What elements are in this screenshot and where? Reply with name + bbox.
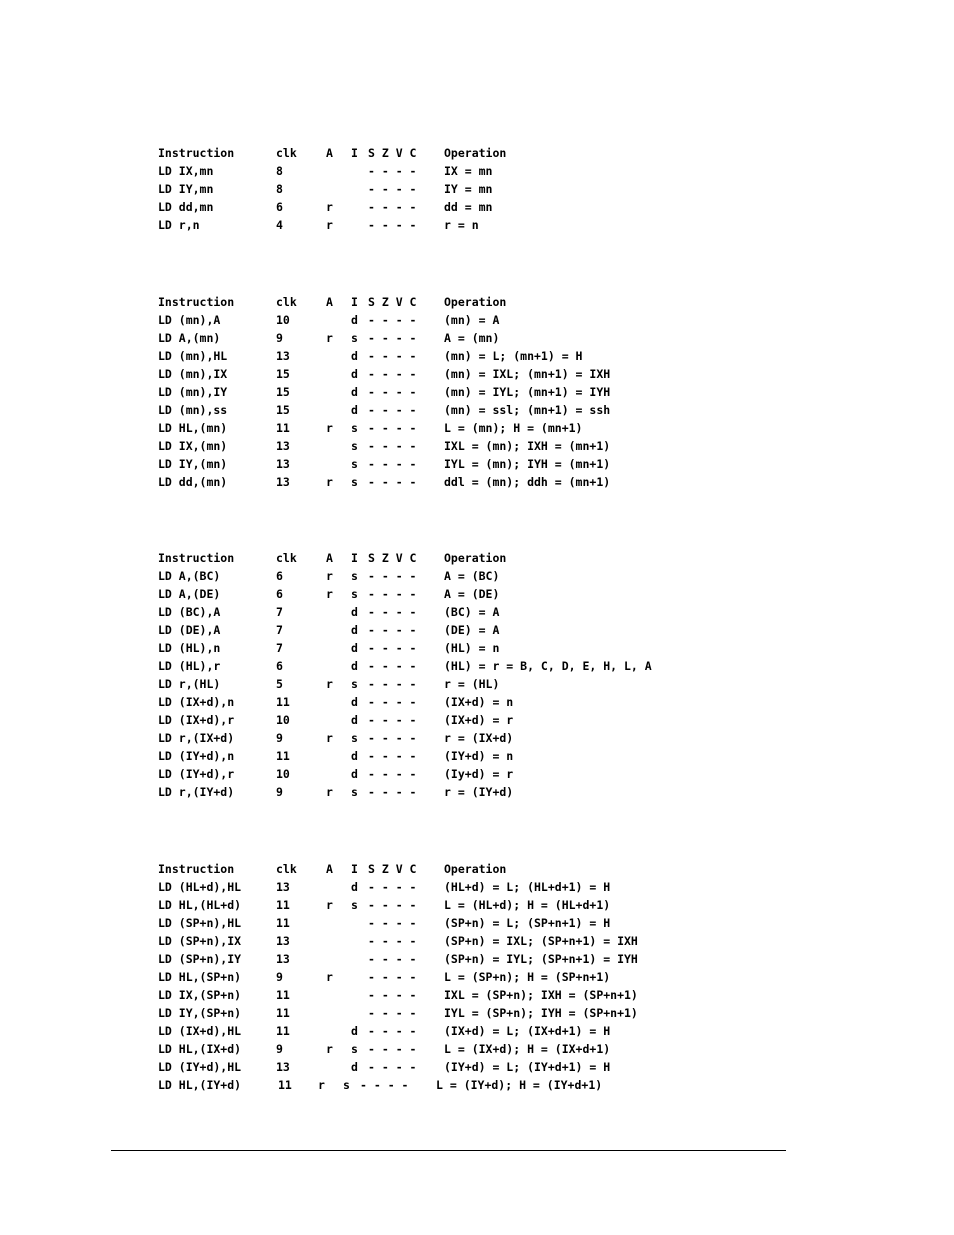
header-clk: clk bbox=[276, 146, 297, 160]
cell-instruction: LD (HL),r bbox=[158, 659, 221, 673]
cell-clk: 15 bbox=[276, 403, 290, 417]
cell-instruction: LD (mn),A bbox=[158, 313, 221, 327]
cell-operation: IY = mn bbox=[444, 182, 493, 196]
cell-instruction: LD IX,mn bbox=[158, 164, 214, 178]
header-i-flag: I bbox=[351, 551, 358, 565]
cell-instruction: LD dd,mn bbox=[158, 200, 214, 214]
cell-i-flag: d bbox=[351, 367, 358, 381]
cell-operation: (HL+d) = L; (HL+d+1) = H bbox=[444, 880, 611, 894]
cell-szvc-flags: - - - - bbox=[368, 731, 417, 745]
header-a-flag: A bbox=[326, 551, 333, 565]
cell-operation: (mn) = A bbox=[444, 313, 500, 327]
cell-szvc-flags: - - - - bbox=[368, 587, 417, 601]
cell-instruction: LD (IX+d),HL bbox=[158, 1024, 242, 1038]
cell-instruction: LD (DE),A bbox=[158, 623, 221, 637]
cell-i-flag: s bbox=[343, 1078, 350, 1092]
cell-operation: A = (DE) bbox=[444, 587, 500, 601]
cell-i-flag: d bbox=[351, 605, 358, 619]
cell-i-flag: d bbox=[351, 313, 358, 327]
cell-operation: IYL = (SP+n); IYH = (SP+n+1) bbox=[444, 1006, 638, 1020]
cell-instruction: LD (mn),IY bbox=[158, 385, 228, 399]
cell-clk: 11 bbox=[276, 916, 290, 930]
cell-a-flag: r bbox=[326, 731, 333, 745]
header-i-flag: I bbox=[351, 146, 358, 160]
cell-clk: 13 bbox=[276, 475, 290, 489]
header-i-flag: I bbox=[351, 862, 358, 876]
header-a-flag: A bbox=[326, 146, 333, 160]
cell-operation: r = (IX+d) bbox=[444, 731, 514, 745]
cell-clk: 13 bbox=[276, 349, 290, 363]
cell-clk: 6 bbox=[276, 200, 283, 214]
header-a-flag: A bbox=[326, 295, 333, 309]
cell-szvc-flags: - - - - bbox=[368, 367, 417, 381]
cell-szvc-flags: - - - - bbox=[368, 988, 417, 1002]
cell-i-flag: s bbox=[351, 731, 358, 745]
header-operation: Operation bbox=[444, 551, 507, 565]
cell-instruction: LD r,(HL) bbox=[158, 677, 221, 691]
cell-a-flag: r bbox=[318, 1078, 325, 1092]
cell-instruction: LD IX,(mn) bbox=[158, 439, 228, 453]
cell-szvc-flags: - - - - bbox=[368, 713, 417, 727]
cell-operation: IX = mn bbox=[444, 164, 493, 178]
header-i-flag: I bbox=[351, 295, 358, 309]
cell-instruction: LD (SP+n),IX bbox=[158, 934, 242, 948]
cell-a-flag: r bbox=[326, 331, 333, 345]
cell-instruction: LD (SP+n),HL bbox=[158, 916, 242, 930]
cell-instruction: LD (HL),n bbox=[158, 641, 221, 655]
cell-clk: 8 bbox=[276, 182, 283, 196]
cell-szvc-flags: - - - - bbox=[368, 457, 417, 471]
cell-szvc-flags: - - - - bbox=[368, 785, 417, 799]
cell-clk: 11 bbox=[276, 421, 290, 435]
cell-clk: 9 bbox=[276, 785, 283, 799]
cell-a-flag: r bbox=[326, 200, 333, 214]
cell-instruction: LD IX,(SP+n) bbox=[158, 988, 242, 1002]
cell-clk: 15 bbox=[276, 367, 290, 381]
cell-instruction: LD HL,(mn) bbox=[158, 421, 228, 435]
cell-instruction: LD (IX+d),r bbox=[158, 713, 235, 727]
cell-szvc-flags: - - - - bbox=[368, 200, 417, 214]
cell-clk: 8 bbox=[276, 164, 283, 178]
cell-szvc-flags: - - - - bbox=[368, 569, 417, 583]
cell-clk: 6 bbox=[276, 659, 283, 673]
cell-clk: 9 bbox=[276, 1042, 283, 1056]
cell-szvc-flags: - - - - bbox=[368, 421, 417, 435]
cell-clk: 11 bbox=[276, 695, 290, 709]
cell-operation: (BC) = A bbox=[444, 605, 500, 619]
cell-instruction: LD IY,mn bbox=[158, 182, 214, 196]
cell-clk: 10 bbox=[276, 313, 290, 327]
cell-i-flag: s bbox=[351, 569, 358, 583]
header-szvc-flags: S Z V C bbox=[368, 295, 417, 309]
cell-i-flag: s bbox=[351, 331, 358, 345]
header-operation: Operation bbox=[444, 295, 507, 309]
cell-szvc-flags: - - - - bbox=[368, 934, 417, 948]
cell-i-flag: d bbox=[351, 659, 358, 673]
cell-szvc-flags: - - - - bbox=[368, 695, 417, 709]
cell-operation: (IY+d) = n bbox=[444, 749, 514, 763]
cell-instruction: LD (HL+d),HL bbox=[158, 880, 242, 894]
cell-operation: r = n bbox=[444, 218, 479, 232]
cell-szvc-flags: - - - - bbox=[368, 1006, 417, 1020]
footer-rule bbox=[111, 1150, 786, 1151]
cell-i-flag: d bbox=[351, 641, 358, 655]
cell-i-flag: s bbox=[351, 898, 358, 912]
cell-operation: (HL) = r = B, C, D, E, H, L, A bbox=[444, 659, 652, 673]
cell-clk: 10 bbox=[276, 713, 290, 727]
cell-a-flag: r bbox=[326, 218, 333, 232]
cell-i-flag: d bbox=[351, 713, 358, 727]
cell-operation: (IY+d) = L; (IY+d+1) = H bbox=[444, 1060, 611, 1074]
cell-i-flag: d bbox=[351, 880, 358, 894]
cell-clk: 13 bbox=[276, 952, 290, 966]
cell-operation: (mn) = ssl; (mn+1) = ssh bbox=[444, 403, 611, 417]
cell-operation: (IX+d) = n bbox=[444, 695, 514, 709]
cell-operation: IYL = (mn); IYH = (mn+1) bbox=[444, 457, 611, 471]
header-szvc-flags: S Z V C bbox=[368, 146, 417, 160]
cell-operation: (SP+n) = L; (SP+n+1) = H bbox=[444, 916, 611, 930]
cell-i-flag: s bbox=[351, 421, 358, 435]
cell-szvc-flags: - - - - bbox=[368, 439, 417, 453]
cell-operation: (HL) = n bbox=[444, 641, 500, 655]
cell-szvc-flags: - - - - bbox=[368, 313, 417, 327]
header-instruction: Instruction bbox=[158, 862, 235, 876]
cell-clk: 11 bbox=[276, 749, 290, 763]
cell-operation: L = (mn); H = (mn+1) bbox=[444, 421, 583, 435]
cell-i-flag: s bbox=[351, 475, 358, 489]
cell-instruction: LD A,(DE) bbox=[158, 587, 221, 601]
cell-instruction: LD (IY+d),r bbox=[158, 767, 235, 781]
cell-i-flag: s bbox=[351, 457, 358, 471]
cell-i-flag: s bbox=[351, 587, 358, 601]
cell-clk: 9 bbox=[276, 970, 283, 984]
cell-i-flag: d bbox=[351, 1024, 358, 1038]
cell-i-flag: d bbox=[351, 695, 358, 709]
header-clk: clk bbox=[276, 862, 297, 876]
cell-a-flag: r bbox=[326, 569, 333, 583]
cell-i-flag: s bbox=[351, 785, 358, 799]
cell-instruction: LD (SP+n),IY bbox=[158, 952, 242, 966]
cell-operation: r = (IY+d) bbox=[444, 785, 514, 799]
cell-clk: 15 bbox=[276, 385, 290, 399]
cell-szvc-flags: - - - - bbox=[368, 403, 417, 417]
cell-a-flag: r bbox=[326, 785, 333, 799]
cell-szvc-flags: - - - - bbox=[368, 164, 417, 178]
cell-operation: IXL = (mn); IXH = (mn+1) bbox=[444, 439, 611, 453]
cell-clk: 7 bbox=[276, 605, 283, 619]
cell-szvc-flags: - - - - bbox=[368, 641, 417, 655]
cell-szvc-flags: - - - - bbox=[368, 218, 417, 232]
cell-operation: L = (SP+n); H = (SP+n+1) bbox=[444, 970, 611, 984]
cell-i-flag: s bbox=[351, 439, 358, 453]
cell-instruction: LD HL,(IX+d) bbox=[158, 1042, 242, 1056]
cell-i-flag: d bbox=[351, 349, 358, 363]
cell-operation: (DE) = A bbox=[444, 623, 500, 637]
cell-a-flag: r bbox=[326, 970, 333, 984]
header-instruction: Instruction bbox=[158, 551, 235, 565]
cell-operation: ddl = (mn); ddh = (mn+1) bbox=[444, 475, 611, 489]
cell-operation: (Iy+d) = r bbox=[444, 767, 514, 781]
header-instruction: Instruction bbox=[158, 295, 235, 309]
cell-szvc-flags: - - - - bbox=[368, 349, 417, 363]
cell-a-flag: r bbox=[326, 475, 333, 489]
cell-operation: (IX+d) = r bbox=[444, 713, 514, 727]
cell-operation: (mn) = L; (mn+1) = H bbox=[444, 349, 583, 363]
cell-clk: 13 bbox=[276, 934, 290, 948]
header-instruction: Instruction bbox=[158, 146, 235, 160]
cell-szvc-flags: - - - - bbox=[368, 677, 417, 691]
cell-instruction: LD (IY+d),HL bbox=[158, 1060, 242, 1074]
cell-i-flag: d bbox=[351, 767, 358, 781]
cell-clk: 11 bbox=[276, 898, 290, 912]
header-a-flag: A bbox=[326, 862, 333, 876]
cell-clk: 9 bbox=[276, 731, 283, 745]
cell-a-flag: r bbox=[326, 1042, 333, 1056]
cell-operation: r = (HL) bbox=[444, 677, 500, 691]
cell-clk: 13 bbox=[276, 439, 290, 453]
cell-instruction: LD HL,(HL+d) bbox=[158, 898, 242, 912]
cell-szvc-flags: - - - - bbox=[368, 952, 417, 966]
cell-clk: 6 bbox=[276, 569, 283, 583]
cell-i-flag: d bbox=[351, 403, 358, 417]
cell-operation: A = (BC) bbox=[444, 569, 500, 583]
cell-instruction: LD (IX+d),n bbox=[158, 695, 235, 709]
cell-i-flag: s bbox=[351, 677, 358, 691]
cell-operation: IXL = (SP+n); IXH = (SP+n+1) bbox=[444, 988, 638, 1002]
header-operation: Operation bbox=[444, 862, 507, 876]
cell-szvc-flags: - - - - bbox=[368, 385, 417, 399]
cell-instruction: LD HL,(SP+n) bbox=[158, 970, 242, 984]
header-clk: clk bbox=[276, 295, 297, 309]
cell-instruction: LD IY,(SP+n) bbox=[158, 1006, 242, 1020]
cell-instruction: LD A,(BC) bbox=[158, 569, 221, 583]
cell-a-flag: r bbox=[326, 898, 333, 912]
cell-szvc-flags: - - - - bbox=[368, 331, 417, 345]
cell-a-flag: r bbox=[326, 677, 333, 691]
header-szvc-flags: S Z V C bbox=[368, 862, 417, 876]
cell-clk: 5 bbox=[276, 677, 283, 691]
cell-i-flag: d bbox=[351, 385, 358, 399]
cell-i-flag: s bbox=[351, 1042, 358, 1056]
cell-operation: (IX+d) = L; (IX+d+1) = H bbox=[444, 1024, 611, 1038]
cell-operation: dd = mn bbox=[444, 200, 493, 214]
cell-szvc-flags: - - - - bbox=[368, 767, 417, 781]
header-operation: Operation bbox=[444, 146, 507, 160]
cell-clk: 13 bbox=[276, 880, 290, 894]
cell-szvc-flags: - - - - bbox=[368, 880, 417, 894]
cell-instruction: LD r,n bbox=[158, 218, 200, 232]
cell-clk: 10 bbox=[276, 767, 290, 781]
cell-szvc-flags: - - - - bbox=[368, 659, 417, 673]
cell-clk: 11 bbox=[278, 1078, 292, 1092]
cell-instruction: LD A,(mn) bbox=[158, 331, 221, 345]
header-clk: clk bbox=[276, 551, 297, 565]
cell-clk: 6 bbox=[276, 587, 283, 601]
cell-clk: 13 bbox=[276, 1060, 290, 1074]
cell-szvc-flags: - - - - bbox=[368, 898, 417, 912]
cell-szvc-flags: - - - - bbox=[360, 1078, 409, 1092]
header-szvc-flags: S Z V C bbox=[368, 551, 417, 565]
cell-operation: L = (IY+d); H = (IY+d+1) bbox=[436, 1078, 603, 1092]
cell-instruction: LD (mn),IX bbox=[158, 367, 228, 381]
cell-szvc-flags: - - - - bbox=[368, 623, 417, 637]
cell-i-flag: d bbox=[351, 749, 358, 763]
cell-operation: (SP+n) = IYL; (SP+n+1) = IYH bbox=[444, 952, 638, 966]
cell-instruction: LD (mn),ss bbox=[158, 403, 228, 417]
cell-instruction: LD r,(IY+d) bbox=[158, 785, 235, 799]
cell-szvc-flags: - - - - bbox=[368, 916, 417, 930]
cell-i-flag: d bbox=[351, 1060, 358, 1074]
cell-clk: 11 bbox=[276, 1024, 290, 1038]
cell-instruction: LD (IY+d),n bbox=[158, 749, 235, 763]
cell-operation: (mn) = IYL; (mn+1) = IYH bbox=[444, 385, 611, 399]
cell-a-flag: r bbox=[326, 421, 333, 435]
cell-clk: 4 bbox=[276, 218, 283, 232]
cell-clk: 7 bbox=[276, 623, 283, 637]
cell-operation: (SP+n) = IXL; (SP+n+1) = IXH bbox=[444, 934, 638, 948]
cell-clk: 9 bbox=[276, 331, 283, 345]
cell-clk: 11 bbox=[276, 1006, 290, 1020]
cell-clk: 7 bbox=[276, 641, 283, 655]
cell-a-flag: r bbox=[326, 587, 333, 601]
cell-instruction: LD r,(IX+d) bbox=[158, 731, 235, 745]
cell-instruction: LD (mn),HL bbox=[158, 349, 228, 363]
cell-operation: L = (IX+d); H = (IX+d+1) bbox=[444, 1042, 611, 1056]
cell-szvc-flags: - - - - bbox=[368, 1042, 417, 1056]
cell-instruction: LD (BC),A bbox=[158, 605, 221, 619]
cell-operation: (mn) = IXL; (mn+1) = IXH bbox=[444, 367, 611, 381]
cell-i-flag: d bbox=[351, 623, 358, 637]
cell-szvc-flags: - - - - bbox=[368, 749, 417, 763]
cell-operation: L = (HL+d); H = (HL+d+1) bbox=[444, 898, 611, 912]
cell-instruction: LD dd,(mn) bbox=[158, 475, 228, 489]
cell-clk: 13 bbox=[276, 457, 290, 471]
cell-szvc-flags: - - - - bbox=[368, 1024, 417, 1038]
cell-szvc-flags: - - - - bbox=[368, 970, 417, 984]
cell-szvc-flags: - - - - bbox=[368, 605, 417, 619]
cell-szvc-flags: - - - - bbox=[368, 475, 417, 489]
cell-szvc-flags: - - - - bbox=[368, 182, 417, 196]
cell-operation: A = (mn) bbox=[444, 331, 500, 345]
cell-instruction: LD IY,(mn) bbox=[158, 457, 228, 471]
cell-szvc-flags: - - - - bbox=[368, 1060, 417, 1074]
cell-instruction: LD HL,(IY+d) bbox=[158, 1078, 242, 1092]
cell-clk: 11 bbox=[276, 988, 290, 1002]
